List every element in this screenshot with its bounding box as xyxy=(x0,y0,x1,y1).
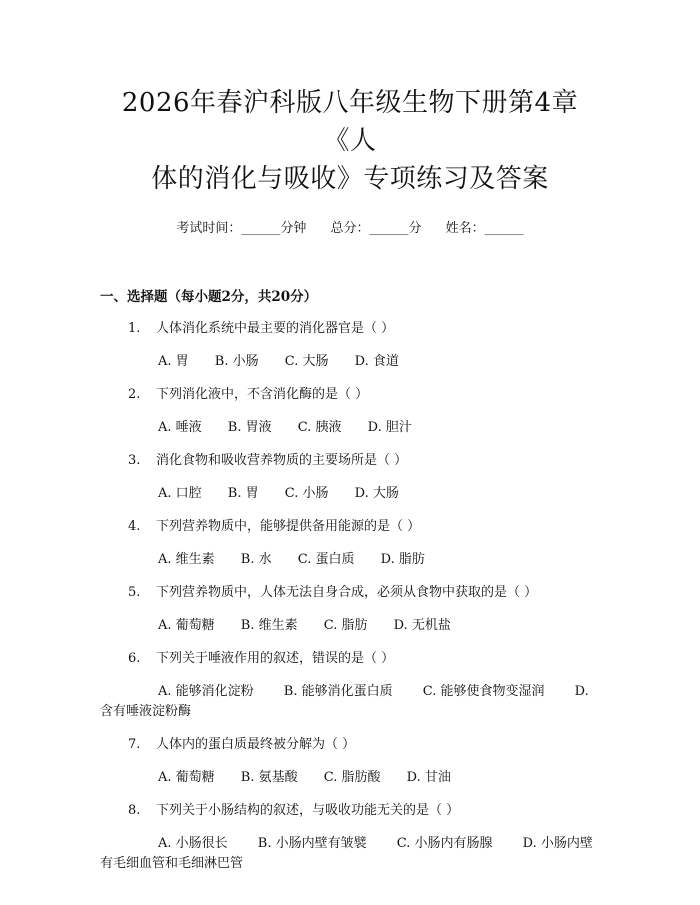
question-text: 消化食物和吸收营养物质的主要场所是（ ） xyxy=(156,453,408,468)
option: C. 能够使食物变湿润 xyxy=(422,684,545,699)
option: B. 胃液 xyxy=(227,420,272,435)
option: D. 含有唾液淀粉酶 xyxy=(100,684,589,719)
exam-info xyxy=(100,220,600,238)
question xyxy=(100,386,600,404)
option: C. 脂肪酸 xyxy=(323,770,381,785)
question-number: 2. xyxy=(128,387,141,402)
option: D. 胆汁 xyxy=(367,420,412,435)
question-options xyxy=(100,834,600,874)
option: D. 甘油 xyxy=(406,770,451,785)
question xyxy=(100,452,600,470)
question xyxy=(100,320,600,338)
question xyxy=(100,584,600,602)
option: A. 胃 xyxy=(158,354,189,369)
option: A. 能够消化淀粉 xyxy=(158,684,254,699)
question-text: 人体内的蛋白质最终被分解为（ ） xyxy=(156,737,356,752)
question-options xyxy=(158,768,600,788)
title-line-2: 体的消化与吸收》专项练习及答案 xyxy=(151,164,549,194)
question-text: 下列关于唾液作用的叙述，错误的是（ ） xyxy=(156,651,395,666)
question-options xyxy=(158,616,600,636)
question-text: 下列关于小肠结构的叙述，与吸收功能无关的是（ ） xyxy=(156,803,460,818)
option: A. 葡萄糖 xyxy=(158,618,215,633)
question xyxy=(100,736,600,754)
option: B. 水 xyxy=(240,552,272,567)
option: C. 蛋白质 xyxy=(297,552,355,567)
document-title xyxy=(100,0,600,198)
question-list xyxy=(100,320,600,874)
option: A. 小肠很长 xyxy=(158,836,228,851)
question-number: 4. xyxy=(128,519,141,534)
question-text: 下列营养物质中，能够提供备用能源的是（ ） xyxy=(156,519,421,534)
option: C. 小肠内有肠腺 xyxy=(396,836,493,851)
option: B. 小肠 xyxy=(214,354,259,369)
question xyxy=(100,518,600,536)
question-number: 3. xyxy=(128,453,141,468)
option: D. 小肠内壁有毛细血管和毛细淋巴管 xyxy=(100,836,593,871)
option: D. 脂肪 xyxy=(380,552,425,567)
question xyxy=(100,650,600,668)
section-heading: 一、选择题（每小题2分，共20分） xyxy=(100,289,318,305)
option: A. 维生素 xyxy=(158,552,215,567)
option: A. 葡萄糖 xyxy=(158,770,215,785)
option: B. 能够消化蛋白质 xyxy=(283,684,393,699)
question-number: 1. xyxy=(128,321,141,336)
question-number: 6. xyxy=(128,651,141,666)
question-options xyxy=(158,550,600,570)
question-text: 人体消化系统中最主要的消化器官是（ ） xyxy=(156,321,395,336)
option: C. 胰液 xyxy=(297,420,342,435)
question-options xyxy=(100,682,600,722)
question-number: 5. xyxy=(128,585,141,600)
question-text: 下列消化液中，不含消化酶的是（ ） xyxy=(156,387,369,402)
option: A. 唾液 xyxy=(158,420,202,435)
question xyxy=(100,802,600,820)
option: C. 小肠 xyxy=(284,486,329,501)
title-line-1: 2026年春沪科版八年级生物下册第4章《人 xyxy=(121,88,579,156)
option: C. 脂肪 xyxy=(323,618,368,633)
student-name: 姓名：______ xyxy=(445,221,524,236)
question-options xyxy=(158,352,600,372)
option: C. 大肠 xyxy=(284,354,329,369)
question-options xyxy=(158,484,600,504)
question-options xyxy=(158,418,600,438)
question-number: 7. xyxy=(128,737,141,752)
question-text: 下列营养物质中，人体无法自身合成，必须从食物中获取的是（ ） xyxy=(156,585,538,600)
option: A. 口腔 xyxy=(158,486,202,501)
total-score: 总分：______分 xyxy=(330,221,422,236)
exam-time: 考试时间：______分钟 xyxy=(176,221,307,236)
option: B. 小肠内壁有皱襞 xyxy=(257,836,367,851)
option: B. 氨基酸 xyxy=(240,770,298,785)
option: B. 胃 xyxy=(227,486,259,501)
option: B. 维生素 xyxy=(240,618,298,633)
option: D. 食道 xyxy=(354,354,399,369)
question-number: 8. xyxy=(128,803,141,818)
option: D. 无机盐 xyxy=(393,618,451,633)
option: D. 大肠 xyxy=(354,486,399,501)
